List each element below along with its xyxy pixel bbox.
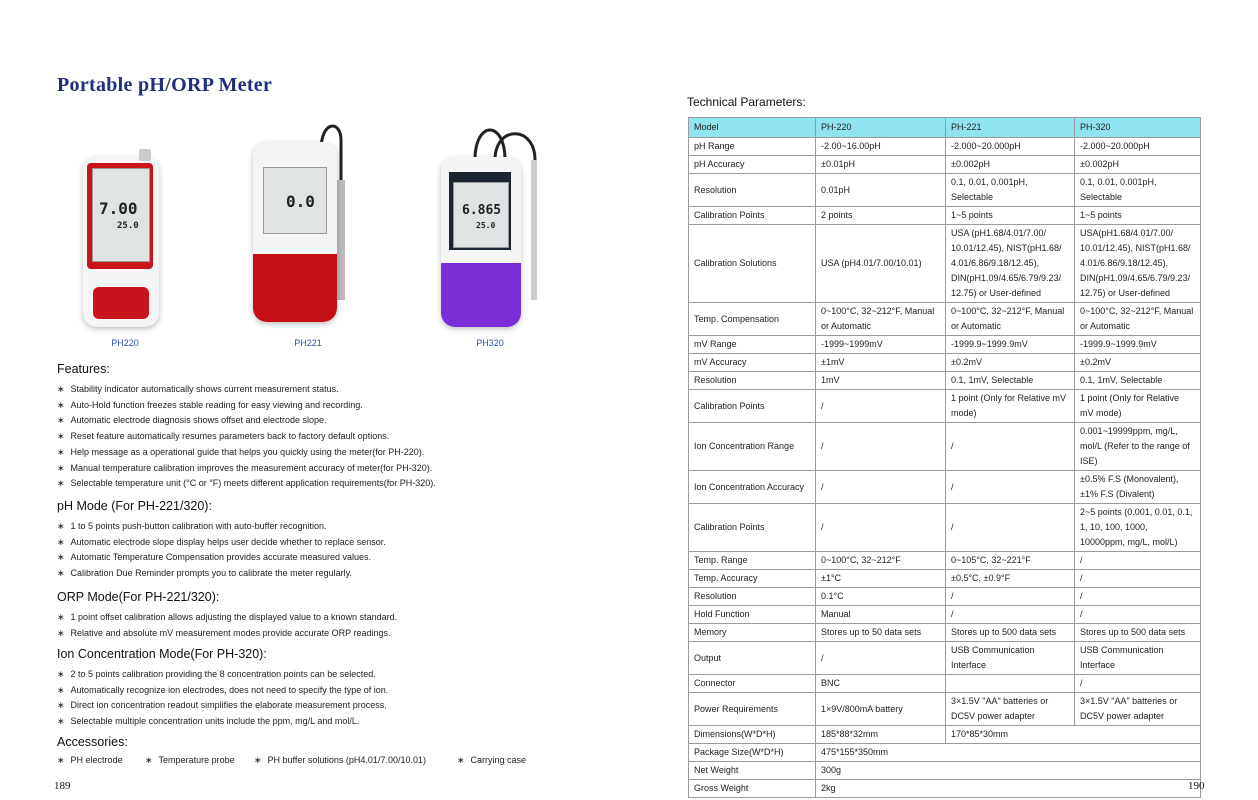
product-ph220 — [60, 112, 190, 352]
list-item: ∗ Stability indicator automatically shows current measurement status. — [57, 382, 436, 398]
table-row — [689, 762, 1201, 780]
table-cell: 0.1, 1mV, Selectable — [1075, 372, 1201, 390]
table-cell: -1999~1999mV — [816, 336, 946, 354]
product-images — [60, 112, 580, 352]
row-label: Temp. Range — [689, 552, 816, 570]
page-number: 189 — [54, 780, 71, 792]
list-item: ∗ 2 to 5 points calibration providing the 8 concentration points can be selected. — [57, 667, 388, 683]
list-item: ∗ Help message as a operational guide that helps you quickly using the meter(for PH-220). — [57, 445, 436, 461]
accessories-list — [57, 755, 577, 769]
row-label: Ion Concentration Accuracy — [689, 471, 816, 504]
ph320-lcd — [453, 182, 509, 248]
table-cell: 0~100°C, 32~212°F — [816, 552, 946, 570]
table-cell: 2kg — [816, 780, 1201, 798]
table-header-cell: Model — [689, 118, 816, 138]
table-cell: 3×1.5V "AA" batteries or DC5V power adapter — [1075, 693, 1201, 726]
table-cell: USA (pH1.68/4.01/7.00/ 10.01/12.45), NIST(pH1.68/ 4.01/6.86/9.18/12.45), DIN(pH1.09/4.65/6.79/9.23/ 12.75) or User-defined — [946, 225, 1075, 303]
table-row — [689, 504, 1201, 552]
ph220-keypad — [93, 287, 149, 319]
page-number: 190 — [1188, 780, 1205, 792]
row-label: Package Size(W*D*H) — [689, 744, 816, 762]
table-row — [689, 156, 1201, 174]
table-cell: / — [1075, 570, 1201, 588]
ph220-display-value: 7.00 — [99, 199, 138, 218]
ph320-meter-image — [441, 157, 521, 327]
table-row — [689, 588, 1201, 606]
table-row — [689, 642, 1201, 675]
table-row — [689, 675, 1201, 693]
table-row — [689, 207, 1201, 225]
spec-table — [688, 117, 1201, 798]
table-cell: 0.1, 0.01, 0.001pH, Selectable — [1075, 174, 1201, 207]
table-cell: / — [816, 642, 946, 675]
table-cell: ±0.002pH — [1075, 156, 1201, 174]
connector-icon — [139, 149, 151, 161]
orp-mode-heading: ORP Mode(For PH-221/320): — [57, 590, 220, 604]
ph-mode-heading: pH Mode (For PH-221/320): — [57, 499, 212, 513]
table-cell: 0~100°C, 32~212°F, Manual or Automatic — [946, 303, 1075, 336]
table-cell: 0.1°C — [816, 588, 946, 606]
table-row — [689, 693, 1201, 726]
row-label: Memory — [689, 624, 816, 642]
table-cell: 1 point (Only for Relative mV mode) — [1075, 390, 1201, 423]
table-cell: / — [946, 588, 1075, 606]
table-row — [689, 138, 1201, 156]
table-cell: 0.1, 0.01, 0.001pH, Selectable — [946, 174, 1075, 207]
table-cell: 3×1.5V "AA" batteries or DC5V power adapter — [946, 693, 1075, 726]
table-cell: ±1mV — [816, 354, 946, 372]
table-cell: -1999.9~1999.9mV — [946, 336, 1075, 354]
table-cell: 0.01pH — [816, 174, 946, 207]
table-cell: / — [816, 471, 946, 504]
table-row — [689, 744, 1201, 762]
table-cell: -1999.9~1999.9mV — [1075, 336, 1201, 354]
table-cell: 475*155*350mm — [816, 744, 1201, 762]
table-row — [689, 174, 1201, 207]
table-row — [689, 624, 1201, 642]
table-cell: USA (pH4.01/7.00/10.01) — [816, 225, 946, 303]
list-item: ∗ Calibration Due Reminder prompts you to calibrate the meter regularly. — [57, 566, 386, 582]
table-row — [689, 606, 1201, 624]
table-cell: BNC — [816, 675, 946, 693]
product-ph320 — [425, 112, 555, 352]
table-cell: / — [946, 504, 1075, 552]
features-heading: Features: — [57, 362, 110, 376]
ph220-lcd — [92, 168, 150, 262]
list-item: ∗ Manual temperature calibration improves the measurement accuracy of meter(for PH-320). — [57, 461, 436, 477]
table-row — [689, 354, 1201, 372]
row-label: Ion Concentration Range — [689, 423, 816, 471]
table-cell: -2.000~20.000pH — [1075, 138, 1201, 156]
table-row — [689, 423, 1201, 471]
ph221-lcd — [263, 167, 327, 234]
list-item: ∗ Selectable multiple concentration units include the ppm, mg/L and mol/L. — [57, 714, 388, 730]
table-cell: 0.001~19999ppm, mg/L, mol/L (Refer to the range of ISE) — [1075, 423, 1201, 471]
table-cell: ±0.2mV — [1075, 354, 1201, 372]
row-label: Output — [689, 642, 816, 675]
table-cell: ±1°C — [816, 570, 946, 588]
accessory-item: ∗ PH electrode — [57, 755, 123, 766]
ph221-keypad — [253, 254, 337, 322]
table-cell: ±0.5% F.S (Monovalent), ±1% F.S (Divalent) — [1075, 471, 1201, 504]
ph220-display-temp: 25.0 — [117, 221, 139, 231]
row-label: pH Accuracy — [689, 156, 816, 174]
ph220-meter-image — [83, 157, 159, 327]
row-label: Calibration Points — [689, 390, 816, 423]
product-ph221 — [243, 112, 373, 352]
table-cell: / — [946, 423, 1075, 471]
ph320-display-value: 6.865 — [462, 203, 502, 218]
ph221-display-value: 0.0 — [286, 192, 315, 211]
accessory-item: ∗ PH buffer solutions (pH4.01/7.00/10.01) — [254, 755, 426, 766]
table-cell: ±0.01pH — [816, 156, 946, 174]
table-row — [689, 303, 1201, 336]
table-header-cell: PH-320 — [1075, 118, 1201, 138]
table-cell: Manual — [816, 606, 946, 624]
right-page — [629, 0, 1258, 800]
row-label: Hold Function — [689, 606, 816, 624]
table-row — [689, 372, 1201, 390]
table-cell: ±0.002pH — [946, 156, 1075, 174]
row-label: Net Weight — [689, 762, 816, 780]
table-header-cell: PH-221 — [946, 118, 1075, 138]
page-title: Portable pH/ORP Meter — [57, 74, 273, 96]
accessory-item: ∗ Temperature probe — [145, 755, 235, 766]
table-cell: / — [1075, 588, 1201, 606]
ph221-meter-image — [253, 142, 337, 322]
table-cell: / — [946, 606, 1075, 624]
table-cell: USB Communication Interface — [1075, 642, 1201, 675]
table-cell: 1~5 points — [946, 207, 1075, 225]
technical-parameters-title: Technical Parameters: — [687, 95, 806, 109]
list-item: ∗ Automatically recognize ion electrodes, does not need to specify the type of ion. — [57, 683, 388, 699]
list-item: ∗ Selectable temperature unit (°C or °F) meets different application requirements(for PH-320). — [57, 476, 436, 492]
table-cell: -2.00~16.00pH — [816, 138, 946, 156]
ion-mode-heading: Ion Concentration Mode(For PH-320): — [57, 647, 267, 661]
table-cell: 1mV — [816, 372, 946, 390]
ph320-caption: PH320 — [476, 338, 504, 348]
table-row — [689, 552, 1201, 570]
table-header-cell: PH-220 — [816, 118, 946, 138]
table-cell: 1 point (Only for Relative mV mode) — [946, 390, 1075, 423]
table-cell: / — [816, 504, 946, 552]
list-item: ∗ Automatic electrode slope display helps user decide whether to replace sensor. — [57, 535, 386, 551]
orp-mode-section — [57, 590, 397, 641]
table-row — [689, 336, 1201, 354]
list-item: ∗ Relative and absolute mV measurement modes provide accurate ORP readings. — [57, 626, 397, 642]
table-row — [689, 780, 1201, 798]
table-cell: 185*88*32mm — [816, 726, 946, 744]
table-cell: 0~105°C, 32~221°F — [946, 552, 1075, 570]
table-cell — [946, 675, 1075, 693]
ph-mode-section — [57, 499, 386, 582]
table-cell: 170*85*30mm — [946, 726, 1201, 744]
table-cell: Stores up to 500 data sets — [946, 624, 1075, 642]
table-cell: 300g — [816, 762, 1201, 780]
table-row — [689, 225, 1201, 303]
table-cell: / — [816, 423, 946, 471]
list-item: ∗ 1 to 5 points push-button calibration with auto-buffer recognition. — [57, 519, 386, 535]
table-cell: / — [1075, 552, 1201, 570]
row-label: Calibration Points — [689, 207, 816, 225]
accessory-item: ∗ Carrying case — [457, 755, 526, 766]
ph220-caption: PH220 — [111, 338, 139, 348]
table-row — [689, 390, 1201, 423]
ph320-keypad — [441, 263, 521, 327]
list-item: ∗ Direct ion concentration readout simplifies the elaborate measurement process. — [57, 698, 388, 714]
row-label: pH Range — [689, 138, 816, 156]
row-label: Resolution — [689, 372, 816, 390]
row-label: Calibration Points — [689, 504, 816, 552]
row-label: Resolution — [689, 588, 816, 606]
table-cell: 1~5 points — [1075, 207, 1201, 225]
row-label: Power Requirements — [689, 693, 816, 726]
row-label: Dimensions(W*D*H) — [689, 726, 816, 744]
ph320-display-temp: 25.0 — [476, 221, 496, 230]
table-cell: Stores up to 50 data sets — [816, 624, 946, 642]
table-cell: 0~100°C, 32~212°F, Manual or Automatic — [816, 303, 946, 336]
table-cell: / — [1075, 606, 1201, 624]
ph320-faceplate — [449, 172, 511, 250]
row-label: mV Accuracy — [689, 354, 816, 372]
table-row — [689, 471, 1201, 504]
ph221-caption: PH221 — [294, 338, 322, 348]
table-cell: 0.1, 1mV, Selectable — [946, 372, 1075, 390]
row-label: Calibration Solutions — [689, 225, 816, 303]
ph220-faceplate — [87, 163, 153, 269]
row-label: Temp. Compensation — [689, 303, 816, 336]
table-cell: 0~100°C, 32~212°F, Manual or Automatic — [1075, 303, 1201, 336]
table-cell: / — [1075, 675, 1201, 693]
accessories-section — [57, 735, 128, 749]
table-row — [689, 726, 1201, 744]
row-label: Temp. Accuracy — [689, 570, 816, 588]
table-cell: USB Communication Interface — [946, 642, 1075, 675]
accessories-heading: Accessories: — [57, 735, 128, 749]
table-cell: USA(pH1.68/4.01/7.00/ 10.01/12.45), NIST(pH1.68/ 4.01/6.86/9.18/12.45), DIN(pH1.09/4.65/6.79/9.23/ 12.75) or User-defined — [1075, 225, 1201, 303]
table-cell: 1×9V/800mA battery — [816, 693, 946, 726]
table-cell: ±0.2mV — [946, 354, 1075, 372]
table-cell: 2 points — [816, 207, 946, 225]
table-cell: -2.000~20.000pH — [946, 138, 1075, 156]
table-cell: ±0.5°C, ±0.9°F — [946, 570, 1075, 588]
row-label: Gross Weight — [689, 780, 816, 798]
table-cell: Stores up to 500 data sets — [1075, 624, 1201, 642]
row-label: Resolution — [689, 174, 816, 207]
features-section — [57, 362, 436, 492]
list-item: ∗ 1 point offset calibration allows adjusting the displayed value to a known standard. — [57, 610, 397, 626]
table-row — [689, 570, 1201, 588]
row-label: mV Range — [689, 336, 816, 354]
list-item: ∗ Automatic electrode diagnosis shows offset and electrode slope. — [57, 413, 436, 429]
table-cell: 2~5 points (0.001, 0.01, 0.1, 1, 10, 100, 1000, 10000ppm, mg/L, mol/L) — [1075, 504, 1201, 552]
row-label: Connector — [689, 675, 816, 693]
table-cell: / — [816, 390, 946, 423]
list-item: ∗ Reset feature automatically resumes parameters back to factory default options. — [57, 429, 436, 445]
ion-mode-section — [57, 647, 388, 730]
list-item: ∗ Automatic Temperature Compensation provides accurate measured values. — [57, 550, 386, 566]
list-item: ∗ Auto-Hold function freezes stable reading for easy viewing and recording. — [57, 398, 436, 414]
table-header-row — [689, 118, 1201, 138]
table-cell: / — [946, 471, 1075, 504]
